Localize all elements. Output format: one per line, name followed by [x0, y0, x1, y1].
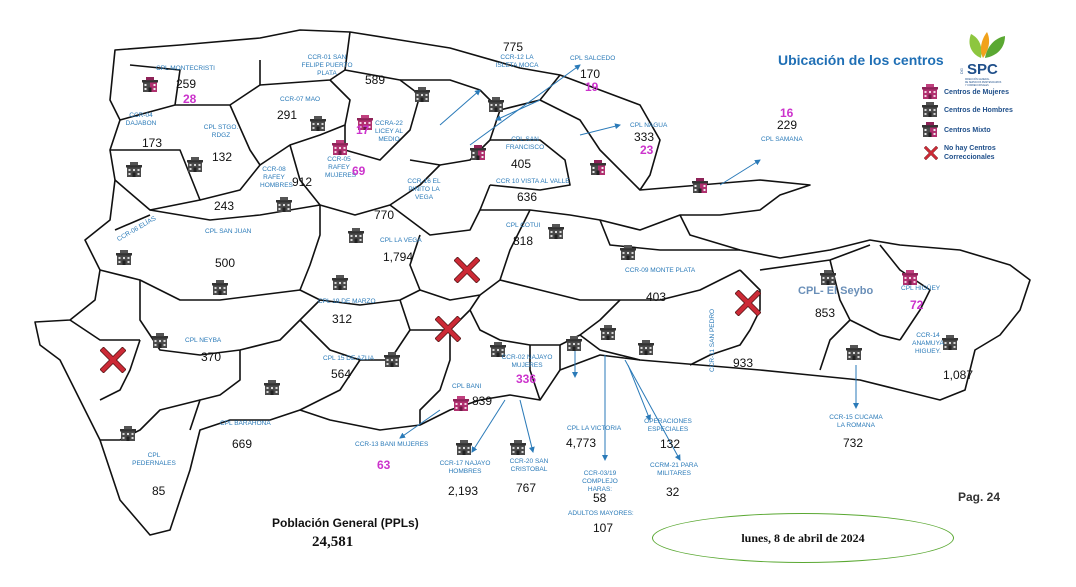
- center-count: 933: [733, 356, 754, 370]
- center-label: CPL SALCEDO: [570, 55, 616, 62]
- men-center-icon: [120, 426, 138, 442]
- center-count: 32: [666, 485, 680, 499]
- date-oval: [652, 513, 954, 563]
- center-count: 291: [277, 108, 298, 122]
- men-center-icon: [456, 440, 474, 456]
- men-center-icon: [276, 197, 294, 213]
- center-count: 170: [580, 67, 601, 81]
- men-center-icon: [212, 280, 230, 296]
- center-count: 669: [232, 437, 253, 451]
- mixed-center-icon: [142, 77, 160, 93]
- center-count: 4,773: [566, 436, 597, 450]
- center-count: 312: [332, 312, 353, 326]
- center-count: 259: [176, 77, 197, 91]
- center-label: CPL BARAHONA: [220, 420, 271, 427]
- legend-men: Centros de Hombres: [922, 102, 1013, 118]
- population-title: Población General (PPLs): [272, 516, 419, 530]
- women-count: 23: [640, 143, 654, 157]
- center-label: CCR-14 ANAMUYA HIGUEY.: [912, 332, 944, 355]
- center-count: 1,794: [383, 250, 414, 264]
- center-count: 732: [843, 436, 864, 450]
- center-count: 107: [593, 521, 614, 535]
- men-center-icon: [510, 440, 528, 456]
- legend-women: Centros de Mujeres: [922, 84, 1009, 100]
- center-count: 770: [374, 208, 395, 222]
- map-title: Ubicación de los centros: [778, 52, 944, 68]
- no-center-cross-icon: [735, 290, 761, 316]
- center-count: 243: [214, 199, 235, 213]
- center-count: 173: [142, 136, 163, 150]
- center-label: CPL PEDERNALES: [132, 452, 176, 467]
- center-count: 564: [331, 367, 352, 381]
- center-count: 1,087: [943, 368, 974, 382]
- center-label: CCR 10 VISTA AL VALLE: [496, 178, 570, 185]
- center-count: 775: [503, 40, 524, 54]
- center-label: CCR-04 DAJABON: [125, 112, 157, 127]
- center-label: CPL HIGÜEY: [901, 285, 941, 292]
- center-label: CCR-17 NAJAYO HOMBRES: [439, 460, 491, 475]
- men-center-icon: [548, 224, 566, 240]
- women-count: 16: [780, 106, 794, 120]
- women-center-icon: [453, 396, 471, 412]
- center-label: CCR-20 SAN CRISTOBAL: [509, 458, 549, 473]
- center-label: CPL LA VICTORIA: [567, 425, 622, 432]
- legend-mixed: Centros Mixto: [922, 122, 991, 138]
- center-count: 589: [365, 73, 386, 87]
- no-center-cross-icon: [435, 316, 461, 342]
- center-count: 839: [472, 394, 493, 408]
- men-center-icon: [414, 87, 432, 103]
- women-count: 69: [352, 164, 366, 178]
- center-label: CPL STGO. RDGZ: [203, 124, 239, 139]
- center-label: CCR-02 NAJAYO MUJERES: [501, 354, 553, 369]
- men-center-icon: [126, 162, 144, 178]
- women-center-icon: [922, 84, 938, 100]
- center-count: 912: [292, 175, 313, 189]
- svg-text:SPC: SPC: [967, 61, 998, 78]
- center-label: CPL SAMANA: [761, 136, 803, 143]
- svg-text:DG: DG: [959, 68, 964, 74]
- women-count: 17: [356, 123, 370, 137]
- women-center-icon: [332, 140, 350, 156]
- center-count: 853: [815, 306, 836, 320]
- center-count: 2,193: [448, 484, 479, 498]
- mixed-center-icon: [692, 178, 710, 194]
- men-center-icon: [264, 380, 282, 396]
- mixed-center-icon: [922, 122, 938, 138]
- men-center-icon: [488, 97, 506, 113]
- women-count: 63: [377, 458, 391, 472]
- men-center-icon: [600, 325, 618, 341]
- center-label: CCR-08 RAFEY HOMBRES: [260, 166, 293, 189]
- men-center-icon: [310, 116, 328, 132]
- center-label: CPL COTUI: [506, 222, 541, 229]
- center-label: CCR-07 MAO: [280, 96, 321, 103]
- no-center-cross-icon: [454, 257, 480, 283]
- svg-text:Y CORRECCIONALES: Y CORRECCIONALES: [965, 85, 989, 87]
- center-count: 500: [215, 256, 236, 270]
- center-label: CPL- El Seybo: [798, 285, 874, 297]
- center-count: 58: [593, 491, 607, 505]
- men-center-icon: [922, 102, 938, 118]
- center-label: CCR-05 RAFEY MUJERES: [325, 156, 357, 179]
- date-text: lunes, 8 de abril de 2024: [741, 530, 865, 545]
- women-count: 72: [910, 298, 924, 312]
- center-label: CCR-11 SAN PEDRO: [709, 308, 716, 372]
- men-center-icon: [348, 228, 366, 244]
- women-count: 28: [183, 92, 197, 106]
- center-count: 132: [212, 150, 233, 164]
- men-center-icon: [384, 352, 402, 368]
- center-count: 767: [516, 481, 537, 495]
- svg-text:DE SERVICIOS PENITENCIARIOS: DE SERVICIOS PENITENCIARIOS: [965, 82, 1002, 84]
- women-center-icon: [902, 270, 920, 286]
- men-center-icon: [638, 340, 656, 356]
- center-label: CCR-16 EL PINITO LA VEGA: [407, 178, 441, 201]
- no-center-cross-icon: [100, 347, 126, 373]
- center-label: CPL LA VEGA: [380, 237, 422, 244]
- men-center-icon: [332, 275, 350, 291]
- center-count: 403: [646, 290, 667, 304]
- center-label: CPL BANI: [452, 383, 482, 390]
- center-label: CCRA-22 LICEY AL MEDIO: [374, 120, 404, 143]
- leaf-icon: [957, 30, 1017, 92]
- men-center-icon: [620, 245, 638, 261]
- center-label: CPL SAN JUAN: [205, 228, 252, 235]
- center-count: 85: [152, 484, 166, 498]
- center-label: CPL SAN FRANCISCO: [505, 136, 545, 151]
- center-label: CCR-01 SAN FELIPE PUERTO PLATA: [301, 54, 353, 77]
- center-label: CCR-12 LA ISLETA MOCA: [495, 54, 539, 69]
- men-center-icon: [820, 270, 838, 286]
- center-label: CPL NAGUA: [630, 122, 668, 129]
- center-label: CPL MONTECRISTI: [156, 65, 215, 72]
- center-label: CPL 15 DE AZUA: [323, 355, 375, 362]
- center-label: CPL NEYBA: [185, 337, 222, 344]
- center-label: CCRM-21 PARA MILITARES: [650, 462, 698, 477]
- center-label: CCR-09 MONTE PLATA: [625, 267, 696, 274]
- mixed-center-icon: [590, 160, 608, 176]
- center-count: 818: [513, 234, 534, 248]
- center-label: OPERACIONES ESPECIALES: [644, 418, 692, 433]
- center-count: 333: [634, 130, 655, 144]
- center-label: CCR-06 ELÍAS: [116, 215, 158, 244]
- men-center-icon: [846, 345, 864, 361]
- men-center-icon: [116, 250, 134, 266]
- men-center-icon: [566, 336, 584, 352]
- legend-none: No hay Centros Correccionales: [924, 144, 996, 162]
- svg-text:DIRECCIÓN GENERAL: DIRECCIÓN GENERAL: [965, 79, 990, 81]
- center-count: 370: [201, 350, 222, 364]
- page-number: Pag. 24: [958, 490, 1001, 504]
- center-count: 229: [777, 118, 798, 132]
- center-label: ADULTOS MAYORES:: [568, 510, 634, 517]
- center-label: CPL 19 DE MARZO: [318, 298, 376, 305]
- men-center-icon: [152, 333, 170, 349]
- center-label: CCR-13 BANI MUJERES: [355, 441, 429, 448]
- population-value: 24,581: [312, 534, 354, 550]
- mixed-center-icon: [470, 145, 488, 161]
- women-count: 336: [516, 372, 537, 386]
- no-center-cross-icon: [924, 146, 938, 160]
- center-count: 405: [511, 157, 532, 171]
- women-count: 19: [585, 80, 599, 94]
- men-center-icon: [187, 157, 205, 173]
- center-count: 132: [660, 437, 681, 451]
- center-count: 636: [517, 190, 538, 204]
- center-label: CCR-03/19 COMPLEJO HARAS:: [582, 470, 618, 493]
- center-label: CCR-15 CUCAMA LA ROMANA: [829, 414, 883, 429]
